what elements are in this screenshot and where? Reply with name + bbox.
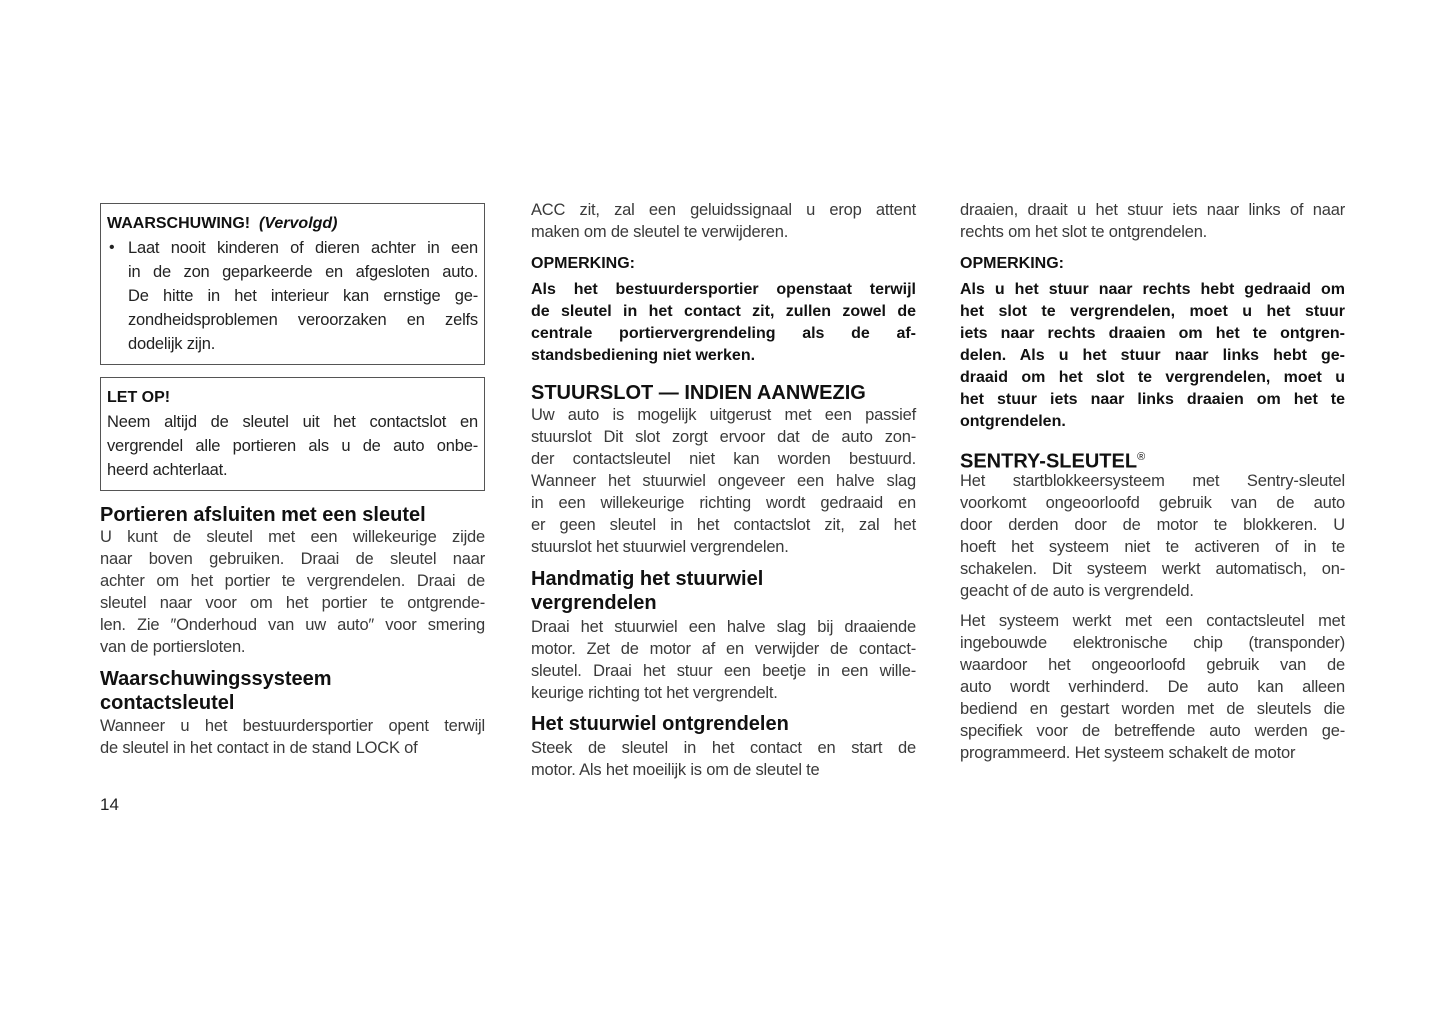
text-line: bediend en gestart worden met de sleutels die [960,700,1345,718]
registered-mark: ® [1137,451,1146,463]
caution-text [107,410,478,482]
page-number: 14 [100,795,119,814]
section-heading-stuurslot [531,381,916,405]
section-text-sentry-1 [960,470,1345,602]
text-line: hoeft het systeem niet te activeren of in te [960,538,1345,556]
text-line: draaien, draait u het stuur iets naar links of naar [960,201,1345,219]
section-text-waarschuwingssysteem [100,715,485,759]
section-heading-portieren [100,503,485,527]
text-line: het slot te vergrendelen, moet u het stuur [960,303,1345,320]
text-line: in een willekeurige richting wordt gedraaid en [531,494,916,512]
note-text [960,279,1345,433]
text-line: dodelijk zijn. [128,335,216,353]
text-line: waardoor het ongeoorloofd gebruik van de [960,656,1345,674]
note-text [531,279,916,367]
note-label: OPMERKING: [960,255,1064,272]
text-line: voorkomt ongeoorloofd gebruik van de auto [960,494,1345,512]
section-heading-ontgrendelen [531,712,916,736]
text-line: vergrendel alle portieren als u de auto onbe- [107,437,478,455]
warning-text [128,236,478,356]
text-line: U kunt de sleutel met een willekeurige zijde [100,528,485,546]
text-line: Het startblokkeersysteem met Sentry-sleutel [960,472,1345,490]
text-line: schakelen. Dit systeem werkt automatisch, on- [960,560,1345,578]
text-line: specifiek voor de betreffende auto werden ge- [960,722,1345,740]
text-line: ontgrendelen. [960,413,1066,430]
text-line: centrale portiervergrendeling als de af- [531,325,916,342]
text-line: de sleutel in het contact in de stand LOCK of [100,739,418,757]
text-line: Draai het stuurwiel een halve slag bij draaiende [531,618,916,636]
section-heading-handmatig [531,567,916,615]
heading-line: Waarschuwingssysteem [100,668,332,690]
col2-intro-text [531,199,916,243]
section-text-stuurslot [531,404,916,558]
text-line: ingebouwde elektronische chip (transponder) [960,634,1345,652]
heading-line: Het stuurwiel ontgrendelen [531,713,789,735]
text-line: standsbediening niet werken. [531,347,756,364]
warning-label: WAARSCHUWING! [107,215,251,232]
heading-line: vergrendelen [531,592,657,614]
note-label: OPMERKING: [531,255,635,272]
section-text-ontgrendelen [531,737,916,781]
section-text-portieren [100,526,485,658]
text-line: motor. Zet de motor af en verwijder de contact- [531,640,916,658]
text-line: draaid om het slot te vergrendelen, moet u [960,369,1345,386]
text-line: auto wordt verhinderd. De auto kan alleen [960,678,1345,696]
text-line: Steek de sleutel in het contact en start de [531,739,916,757]
heading-line: STUURSLOT — INDIEN AANWEZIG [531,382,866,404]
text-line: len. Zie ″Onderhoud van uw auto″ voor smering [100,616,485,634]
text-line: zondheidsproblemen veroorzaken en zelfs [128,311,478,329]
sentry-heading-text: SENTRY-SLEUTEL [960,450,1138,473]
text-line: Als het bestuurdersportier openstaat terwijl [531,281,916,298]
text-line: ACC zit, zal een geluidssignaal u erop attent [531,201,916,219]
text-line: stuurslot Dit slot zorgt ervoor dat de auto zon- [531,428,916,446]
text-line: delen. Als u het stuur naar links hebt ge- [960,347,1345,364]
text-line: van de portiersloten. [100,638,246,656]
section-text-handmatig [531,616,916,704]
section-text-sentry-2 [960,610,1345,764]
caution-box [100,377,485,491]
text-line: Neem altijd de sleutel uit het contactslot en [107,413,478,431]
section-heading-waarschuwingssysteem [100,667,485,715]
text-line: stuurslot het stuurwiel vergrendelen. [531,538,789,556]
text-line: het stuur iets naar links draaien om het te [960,391,1345,408]
text-line: geacht of de auto is vergrendeld. [960,582,1194,600]
text-line: programmeerd. Het systeem schakelt de motor [960,744,1296,762]
text-line: Als u het stuur naar rechts hebt gedraaid om [960,281,1345,298]
heading-line: Handmatig het stuurwiel [531,568,764,590]
text-line: sleutel. Draai het stuur een beetje in een wille- [531,662,916,680]
text-line: De hitte in het interieur kan ernstige ge- [128,287,478,305]
text-line: achter om het portier te vergrendelen. Draai de [100,572,485,590]
warning-box [100,203,485,365]
text-line: de sleutel in het contact zit, zullen zowel de [531,303,916,320]
warning-continued: (Vervolgd) [258,215,338,232]
text-line: naar boven gebruiken. Draai de sleutel naar [100,550,485,568]
text-line: Wanneer u het bestuurdersportier opent terwijl [100,717,485,735]
text-line: Het systeem werkt met een contactsleutel met [960,612,1345,630]
col3-intro-text [960,199,1345,243]
text-line: der contactsleutel niet kan worden bestuurd. [531,450,916,468]
text-line: heerd achterlaat. [107,461,228,479]
text-line: er geen sleutel in het contactslot zit, zal het [531,516,916,534]
text-line: maken om de sleutel te verwijderen. [531,223,789,241]
text-line: motor. Als het moeilijk is om de sleutel te [531,761,820,779]
text-line: iets naar rechts draaien om het te ontgren- [960,325,1345,342]
text-line: keurige richting tot het vergrendelt. [531,684,778,702]
bullet-icon: • [109,239,115,256]
text-line: Laat nooit kinderen of dieren achter in een [128,239,478,257]
heading-line: Portieren afsluiten met een sleutel [100,504,426,526]
warning-title [107,212,478,236]
caution-title: LET OP! [107,389,171,406]
text-line: Wanneer het stuurwiel ongeveer een halve slag [531,472,916,490]
text-line: Uw auto is mogelijk uitgerust met een passief [531,406,916,424]
text-line: rechts om het slot te ontgrendelen. [960,223,1208,241]
text-line: door derden door de motor te blokkeren. U [960,516,1345,534]
text-line: in de zon geparkeerde en afgesloten auto. [128,263,478,281]
heading-line: contactsleutel [100,692,235,714]
warning-bullet-item [107,236,478,356]
text-line: sleutel naar voor om het portier te ontgrende- [100,594,485,612]
